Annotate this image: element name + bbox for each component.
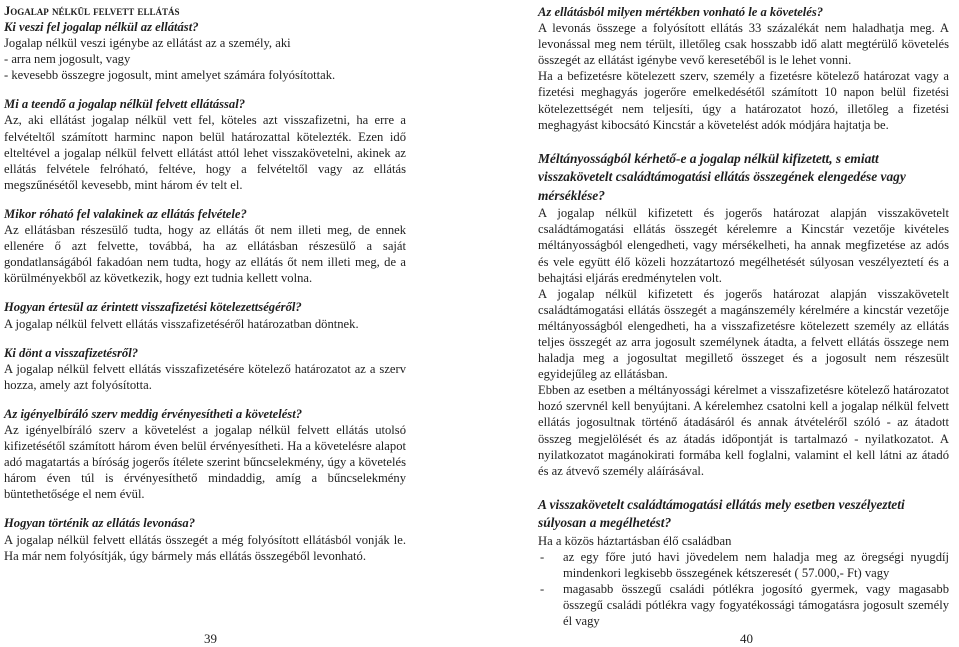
paragraph: Az, aki ellátást jogalap nélkül vett fel, köteles azt visszafizetni, ha erre a felvételtől számított harminc napon belül határozattal kötelezték. Ezen idő elteltével a jogalap nélkül felvett ellátást attól lehet visszakövetelni, akinek az ellátás felvétele felróható, feltéve, hogy a felvételtől vagy az ellátás megszűnésétől kevesebb, mint három év telt el.	[4, 113, 406, 192]
paragraph: Ebben az esetben a méltányossági kérelmet a visszafizetésre kötelező határozatot hozó szervnél kell benyújtani. A kérelemhez csatolni kell a jogalap nélkül felvett ellátás jogosultnak történő átadásáról és annak átvételéről szóló - az átadott összeg megjelölését és az átadás időpontját is tartalmazó - nyilatkozatot. A nyilatkozatot magánokirati formába kell foglalni, valamint el kell látni az átadó és az átvevő személy aláírásával.	[538, 383, 949, 478]
paragraph: A levonás összege a folyósított ellátás 33 százalékát nem haladhatja meg. A levonással meg nem térült, illetőleg csak hosszabb idő alatt megtérülő követelés összegét az ellátást igénybe vevő keresetéből is le lehet vonni.	[538, 21, 949, 68]
heading-notification: Hogyan értesül az érintett visszafizetési kötelezettségéről?	[4, 300, 302, 315]
text-line: - arra nem jogosult, vagy	[4, 52, 131, 67]
paragraph: A jogalap nélkül kifizetett és jogerős határozat alapján visszakövetelt családtámogatási ellátás összegét kérelemre a Kincstár vezetője kivételes méltányosságból elengedheti, vagy mérsékelheti, ha annak megfizetése az adós és vele együtt élő közeli hozzátartozó megélhetését súlyosan veszélyeztetí és a behajtási eljárás eredménytelen volt.	[538, 206, 949, 285]
heading-equity-waiver: Méltányosságból kérhető-e a jogalap nélkül kifizetett, s emiatt visszakövetelt családtámogatási ellátás összegének elengedése vagy mérséklése?	[538, 150, 906, 203]
left-page-column	[4, 4, 406, 564]
page-number-right: 40	[740, 631, 753, 646]
text-line: - kevesebb összegre jogosult, mint amelyet számára folyósítottak.	[4, 68, 336, 83]
right-page-column	[538, 4, 949, 629]
paragraph: A jogalap nélkül felvett ellátás visszafizetésére kötelező határozatot az a szerv hozza, amely azt folyósította.	[4, 361, 406, 392]
heading-deduction: Hogyan történik az ellátás levonása?	[4, 516, 196, 531]
heading-who-decides: Ki dönt a visszafizetésről?	[4, 345, 138, 360]
heading-what-to-do: Mi a teendő a jogalap nélkül felvett ellátással?	[4, 97, 246, 112]
heading-who-receives: Ki veszi fel jogalap nélkül az ellátást?	[4, 20, 199, 34]
paragraph: A jogalap nélkül kifizetett és jogerős határozat alapján visszakövetelt családtámogatási ellátás összegét a magánszemély kérelmére a kincstár vezetője méltányosságból elengedheti, ha a visszafizetésre kötelezett személy az ellátás teljes összegét az arra jogosult személynek átadta, a felvett ellátás összege nem haladja meg a jogosultat megillető összeget és a jogosult nem részesült egyidejűleg az ellátásban.	[538, 286, 949, 382]
list-item: - az egy főre jutó havi jövedelem nem haladja meg az öregségi nyugdíj mindenkori legkisebb összegének kétszeresét ( 57.000,- Ft) vagy	[538, 549, 949, 581]
paragraph: A jogalap nélkül felvett ellátás összegét a még folyósított ellátásból vonják le. Ha már nem folyósítják, úgy bármely más ellátás összegéből levonható.	[4, 532, 406, 563]
text-line: Jogalap nélkül veszi igénybe az ellátást az a személy, aki	[4, 36, 291, 51]
section-title: Jogalap nélkül felvett ellátás	[4, 4, 180, 18]
paragraph: Ha a közös háztartásban élő családban	[538, 533, 732, 548]
paragraph: Az ellátásban részesülő tudta, hogy az ellátás őt nem illeti meg, de ennek ellenére ő azt felvette, továbbá, ha az ellátásban részesülő a saját gondatlanságából fakadóan nem tudta, hogy az ellátás őt nem illeti meg, de a körülményekből az következik, hogy ezt tudnia kellett volna.	[4, 223, 406, 286]
heading-deduction-rate: Az ellátásból milyen mértékben vonható le a követelés?	[538, 5, 824, 19]
condition-list	[538, 549, 949, 629]
heading-when-attributable: Mikor róható fel valakinek az ellátás felvétele?	[4, 206, 247, 221]
heading-livelihood-risk: A visszakövetelt családtámogatási ellátás mely esetben veszélyezteti súlyosan a megélhetést?	[538, 496, 905, 531]
paragraph: A jogalap nélkül felvett ellátás visszafizetéséről határozatban döntnek.	[4, 316, 359, 331]
list-item: - magasabb összegű családi pótlékra jogosító gyermek, vagy magasabb összegű családi pótlékra vagy fogyatékossági támogatásra jogosult személy él vagy	[538, 581, 949, 629]
heading-enforcement-period: Az igényelbíráló szerv meddig érvényesítheti a követelést?	[4, 406, 302, 421]
paragraph: Az igényelbíráló szerv a követelést a jogalap nélkül felvett ellátás utolsó kifizetésétől számított három éven belül érvényesítheti. Ha a követelésre alapot adó magatartás a bíróság jogerős ítélete szerint bűncselekmény, úgy a követelés három éven túl is érvényesíthető mindaddig, amíg a bűncselekmény büntethetősége el nem évül.	[4, 422, 406, 502]
paragraph: Ha a befizetésre kötelezett szerv, személy a fizetésre kötelező határozat vagy a fizetési meghagyás jogerőre emelkedésétől számított 10 napon belül fizetési kötelezettségét nem teljesíti, úgy a határozatot hozó, illetőleg a fizetési meghagyást kibocsátó Kincstár a követelést adók módjára hajtatja be.	[538, 69, 949, 132]
page-number-left: 39	[204, 631, 217, 646]
